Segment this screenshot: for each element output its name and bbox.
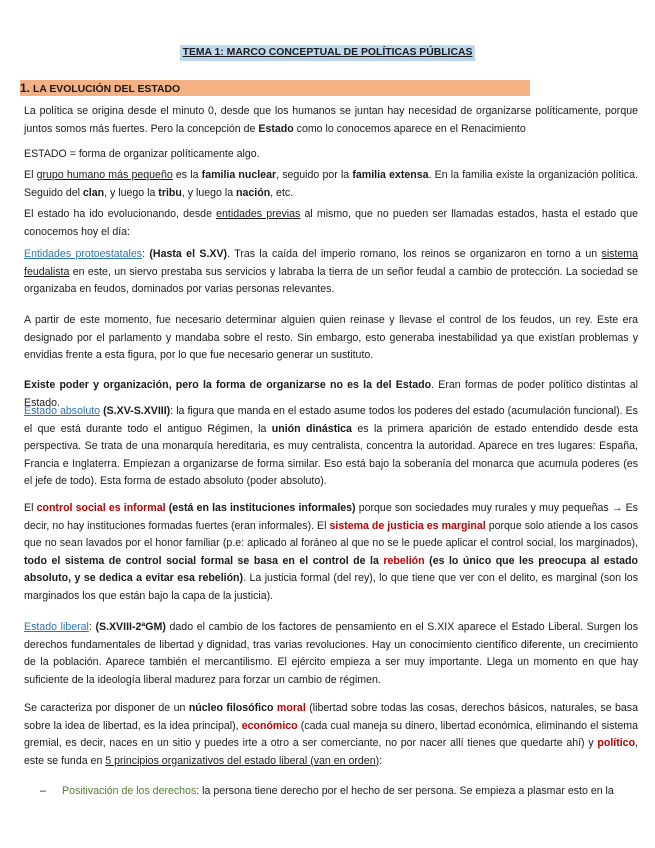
text-bold: clan xyxy=(82,186,105,199)
text: (libertad sobre todas las cosas, derechos básicos, naturales, se basa sobre la idea de libertad, es la idea principal), xyxy=(24,702,638,732)
paragraph-caracteriza xyxy=(24,700,638,770)
text-bold: unión dinástica xyxy=(271,422,352,435)
bullet-dash: – xyxy=(40,785,46,797)
text-bold: tribu xyxy=(158,186,182,199)
text: : la figura que manda en el estado asume todos los poderes del estado (acumulación funcional). Es el que está durante todo el antiguo Régimen, la xyxy=(24,405,638,435)
text: El xyxy=(24,169,37,181)
text: . La justicia formal (del rey), lo que tiene que ver con el delito, es marginal (son los marginados los que están bajo la capa de la justicia). xyxy=(24,572,638,602)
text-bold: Estado xyxy=(258,122,294,135)
text-bold: Existe poder y organización, pero la forma de organizarse no es la del Estado xyxy=(24,379,432,391)
link-entidades-protoestatales[interactable]: Entidades protoestatales xyxy=(24,248,143,260)
text-red-bold: económico xyxy=(241,719,298,732)
paragraph-protoestatales xyxy=(24,246,638,299)
link-estado-liberal[interactable]: Estado liberal xyxy=(24,621,89,633)
text: Se caracteriza por disponer de un xyxy=(24,702,189,714)
paragraph-control-social xyxy=(24,500,638,605)
text-red-bold: moral xyxy=(276,702,306,714)
text: , etc. xyxy=(270,186,294,199)
text: . Tras la caída del imperio romano, los reinos se organizaron en torno a un xyxy=(227,248,602,260)
bullet-text xyxy=(62,783,614,801)
text-bold: nación xyxy=(236,186,271,199)
text: La política se origina desde el minuto 0, desde que los humanos se juntan hay necesidad de organizarse políticamente, porque juntos somos más fuertes. Pero la concepción de xyxy=(24,105,638,135)
paragraph-family xyxy=(24,167,638,202)
text-bold: (es lo único que les preocupa al estado absoluto, y se dedica a evitar esa rebelión) xyxy=(24,554,638,584)
section-number: 1. xyxy=(20,81,31,95)
text-underlined: sistema feudalista xyxy=(24,248,639,278)
text: , seguido por la xyxy=(276,169,353,181)
document-title: TEMA 1: MARCO CONCEPTUAL DE POLÍTICAS PÚBLICAS xyxy=(180,45,476,61)
text-bold: (está en las instituciones informales) xyxy=(168,502,356,514)
text-bold: familia nuclear xyxy=(201,169,277,181)
text: : xyxy=(379,754,383,767)
text: en este, un siervo prestaba sus servicios y labraba la tierra de un señor feudal a cambio de protección. La sociedad se organizaba en feudos, dominados por varias personas relevantes. xyxy=(24,265,638,295)
paragraph-evolution xyxy=(24,206,638,241)
text: porque son sociedades muy rurales y muy pequeñas → Es decir, no hay instituciones formadas fuertes (eran informales). El xyxy=(24,502,638,532)
paragraph-origin xyxy=(24,103,638,138)
text: como lo conocemos aparece en el Renacimiento xyxy=(293,122,526,135)
text-bold: (S.XV-S.XVIII) xyxy=(103,405,171,417)
text-underlined: entidades previas xyxy=(216,208,301,220)
text: porque solo atiende a los casos que no sean lavados por el honor familiar (p.e: aplicado al foráneo al que no se le puede aplicar el control social, los marginados), xyxy=(24,519,638,549)
text: : la persona tiene derecho por el hecho de ser persona. Se empieza a plasmar esto en la xyxy=(196,785,614,797)
text-red-bold: político xyxy=(597,737,636,749)
link-estado-absoluto[interactable]: Estado absoluto xyxy=(24,405,101,417)
text: , y luego la xyxy=(181,186,237,199)
text-bold: todo el sistema de control social formal se basa en el control de la xyxy=(24,554,384,567)
paragraph-estado-definition: ESTADO = forma de organizar políticamente algo. xyxy=(24,148,260,160)
text: es la xyxy=(172,169,202,181)
text: , este se funda en xyxy=(24,737,638,767)
text: : xyxy=(88,621,96,633)
paragraph-rey: A partir de este momento, fue necesario determinar alguien quien reinase y llevase el control de los feudos, un rey. Este era designado por el parlamento y mandaba sobre el resto. Sin embargo, esto generaba inestabilidad ya que existían problemas y envidias frente a esta figura, por lo que fue necesario generar un sustituto. xyxy=(24,314,638,361)
text-bold: (S.XVIII-2ªGM) xyxy=(95,621,166,633)
text: (cada cual maneja su dinero, libertad económica, eliminando el sistema gremial, es decir, naces en un sitio y puedes irte a otro a ser comerciante, no por nacer allí tienes que quedarte ahí) y xyxy=(24,719,639,749)
section-heading xyxy=(20,80,530,96)
text-green: Positivación de los derechos xyxy=(62,785,197,797)
text: El xyxy=(24,502,37,514)
text-red-bold: control social es informal xyxy=(36,502,166,514)
text: El estado ha ido evolucionando, desde xyxy=(24,208,217,220)
text: dado el cambio de los factores de pensamiento en el S.XIX aparece el Estado Liberal. Surgen los derechos fundamentales de libertad y dignidad, tras varias revoluciones. Hay un conocimiento científico diferente, un crecimiento de la población. Aparece también el mercantilismo. El ejército empieza a ser muy importante. Llega un momento en que hay suficiente de la ideología liberal madurez para forzar un cambio de régimen. xyxy=(24,621,638,686)
text: al mismo, que no pueden ser llamadas estados, hasta el estado que conocemos hoy el día: xyxy=(24,208,638,238)
text-bold: núcleo filosófico xyxy=(188,702,274,714)
section-label: LA EVOLUCIÓN DEL ESTADO xyxy=(33,84,181,95)
text: . En la familia existe la organización política. Seguido del xyxy=(24,169,638,199)
text-bold: familia extensa xyxy=(352,169,429,181)
text-underlined: grupo humano más pequeño xyxy=(36,169,173,181)
text: : xyxy=(142,248,150,260)
text: . Eran formas de poder político distintas al Estado. xyxy=(24,379,638,409)
text-red-bold: rebelión xyxy=(383,554,425,567)
text-underlined: 5 principios organizativos del estado liberal (van en orden) xyxy=(105,754,380,767)
text: es la primera aparición de estado entendido desde esta perspectiva. Se trata de una monarquía hereditaria, es muy centralista, concentra la autoridad. Aparece en tres lugares: España, Francia e Inglaterra. Empiezan a organizarse de forma similar. Eso está bajo la soberanía del monarca que acumula poderes (es el jefe de todo). Esta forma de estado absoluto (poder absoluto). xyxy=(24,422,638,487)
text: , y luego la xyxy=(104,186,159,199)
paragraph-estado-absoluto xyxy=(24,403,638,491)
text-bold: (Hasta el S.XV) xyxy=(149,248,228,260)
title-wrap xyxy=(0,44,655,62)
text-red-bold: sistema de justicia es marginal xyxy=(329,519,486,532)
paragraph-estado-liberal xyxy=(24,619,638,689)
